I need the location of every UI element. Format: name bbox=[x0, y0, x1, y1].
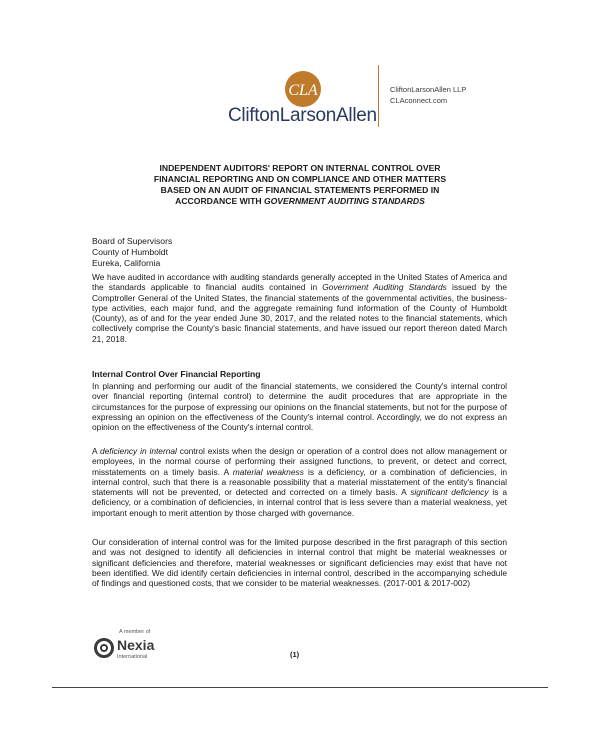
p1-text-b: issued by the Comptroller General of the United States, the financial statements of the governmental activities, the business-type activities, each major fund, and the aggregate remaining fund information of the County of Humboldt (County), as of and for the year ended June 30, 2017, and the related notes to the financial statements, which collectively comprise the County's basic financial statements, and have issued our report thereon dated March 21, 2018. bbox=[92, 282, 507, 344]
page-number: (1) bbox=[290, 650, 300, 659]
section-heading: Internal Control Over Financial Reporting bbox=[92, 369, 261, 379]
p3-italic-1: deficiency in internal bbox=[99, 446, 177, 456]
svg-text:CLA: CLA bbox=[288, 82, 318, 99]
p3-italic-2: material weakness bbox=[232, 466, 304, 477]
title-line-4-italic: GOVERNMENT AUDITING STANDARDS bbox=[263, 196, 425, 206]
p1-text-a: We have audited in accordance with auditing standards generally accepted in the United States of America and the standards applicable to financial audits contained in bbox=[92, 272, 507, 293]
nexia-name: Nexia bbox=[117, 637, 155, 653]
letterhead-divider bbox=[378, 65, 379, 127]
nexia-ring-icon bbox=[93, 637, 115, 659]
cla-logo-icon bbox=[284, 70, 322, 108]
title-line-1: INDEPENDENT AUDITORS' REPORT ON INTERNAL CONTROL OVER bbox=[159, 163, 441, 173]
firm-logo-text: CliftonLarsonAllen bbox=[228, 105, 377, 126]
paragraph-consideration: Our consideration of internal control was for the limited purpose described in the first paragraph of this section and was not designed to identify all deficiencies in internal control that might be material weaknesses or significant deficiencies and therefore, material weaknesses or significant deficiencies may exist that have not been identified. We did identify certain deficiencies in internal control, described in the accompanying schedule of findings and questioned costs, that we consider to be material weaknesses. (2017-001 & 2017-002) bbox=[92, 537, 507, 589]
report-title bbox=[100, 163, 500, 207]
p3-text-b: control exists when the design or operation of a control does not allow management or employees, in the normal course of performing their assigned functions, to prevent, or detect and correct, misstatements on a timely basis. A bbox=[92, 446, 507, 477]
addressee bbox=[92, 236, 172, 269]
title-line-3: BASED ON AN AUDIT OF FINANCIAL STATEMENTS PERFORMED IN bbox=[160, 185, 440, 195]
paragraph-planning: In planning and performing our audit of the financial statements, we considered the County's internal control over financial reporting (internal control) to determine the audit procedures that are appropriate in the circumstances for the purpose of expressing our opinions on the financial statements, but not for the purpose of expressing an opinion on the effectiveness of the County's internal control. Accordingly, we do not express an opinion on the effectiveness of the County's internal control. bbox=[92, 381, 507, 433]
nexia-international: International bbox=[117, 654, 148, 660]
title-line-4-prefix: ACCORDANCE WITH bbox=[175, 196, 264, 206]
p3-text-d: is a deficiency, or a combination of deficiencies, in internal control that is less severe than a material weakness, yet important enough to merit attention by those charged with governance. bbox=[92, 487, 507, 518]
address-line-1: Board of Supervisors bbox=[92, 236, 173, 246]
address-line-2: County of Humboldt bbox=[92, 247, 168, 257]
footer-rule bbox=[52, 687, 548, 688]
address-line-3: Eureka, California bbox=[92, 258, 161, 268]
firm-llp-name: CliftonLarsonAllen LLP bbox=[390, 85, 467, 94]
nexia-logo bbox=[93, 629, 173, 665]
firm-website: CLAconnect.com bbox=[390, 96, 448, 105]
title-line-4 bbox=[100, 196, 500, 207]
firm-info bbox=[390, 84, 466, 106]
p3-text-a: A bbox=[92, 446, 100, 456]
title-line-2: FINANCIAL REPORTING AND ON COMPLIANCE AND OTHER MATTERS bbox=[153, 174, 447, 184]
p3-text-c: is a deficiency, or a combination of deficiencies, in internal control, such that there is a reasonable possibility that a material misstatement of the entity's financial statements will not be prevented, or detected and corrected on a timely basis. A bbox=[92, 466, 507, 498]
p1-italic: Government Auditing Standards bbox=[322, 282, 447, 293]
p3-italic-3: significant deficiency bbox=[410, 487, 489, 498]
member-of-label: A member of bbox=[119, 629, 151, 635]
paragraph-intro bbox=[92, 272, 507, 344]
paragraph-definitions bbox=[92, 446, 507, 518]
